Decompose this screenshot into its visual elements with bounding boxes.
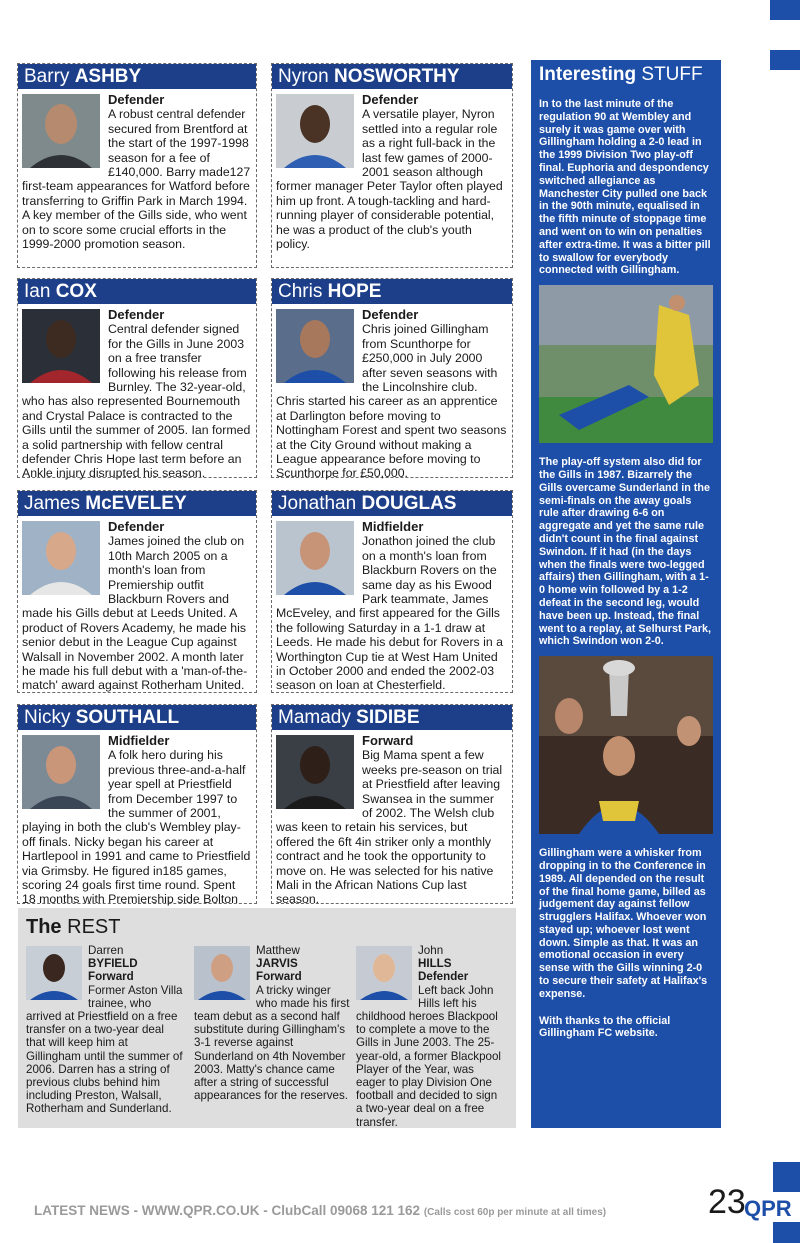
first-name: Nyron (278, 66, 329, 87)
card-header (272, 705, 512, 730)
profile-card (17, 63, 257, 268)
surname: SIDIBE (356, 707, 420, 728)
player-photo (276, 309, 354, 383)
footer-text: LATEST NEWS - WWW.QPR.CO.UK - ClubCall 09068 121 162 (34, 1203, 421, 1218)
bio: Left back John Hills left his childhood heroes Blackpool to complete a move to the Gills in June 2003. The 25-year-old, a former Blackpool Player of the Year, was eager to play Division One football and decided to sign a two-year deal on a free transfer. (356, 983, 501, 1129)
surname: HOPE (327, 281, 382, 302)
bio: James joined the club on 10th March 2005 on a month's loan from Premiership outfit Blackburn Rovers and made his Gills debut at Leeds United. A product of Rovers Academy, he made his senior debut in the League Cup against Walsall in November 2002. A month later he made his full debut with a 'man-of-the-match' award against Rotherham United. (22, 534, 248, 693)
surname: SOUTHALL (75, 707, 180, 728)
first-name: Ian (24, 281, 51, 302)
position: Defender (362, 307, 419, 322)
brand-logo: QPR (744, 1196, 792, 1221)
bio: A folk hero during his previous three-and-a-half year spell at Priestfield from December 1997 to the summer of 2001, playing in both the club's Wembley play-off finals. Nicky began his career at Hartlepool in 1991 and came to Priestfield via Grimsby. He figured in185 games, scoring 24 goals first time round. Spent 18 months with Premiership side Bolton (22, 748, 251, 907)
edge-bar-top (770, 0, 800, 20)
fact-paragraph: Gillingham were a whisker from dropping in to the Conference in 1989. All depended on the result of the final home game, billed as judgement day against fellow strugglers Halifax. Whoever won stayed up; whoever lost went down. Simple as that. It was an emotional occasion in every sense with the Gills winning 2-0 to secure their safety at Halifax's expense. (539, 847, 708, 1000)
footer-bar (34, 1203, 606, 1218)
bio: Big Mama spent a few weeks pre-season on trial at Priestfield after leaving Swansea in the summer of 2002. The Welsh club was keen to retain his services, but offered the 6ft 4in striker only a monthly contract and he took the opportunity to move on. He was selected for his native Mali in the African Nations Cup last season. (276, 748, 503, 907)
card-body (272, 516, 512, 693)
section-title-bold: The (26, 916, 62, 938)
profile-card (271, 704, 513, 907)
first-name: Jonathan (278, 493, 357, 514)
panel-title-rest: STUFF (641, 64, 703, 85)
surname: JARVIS (256, 957, 298, 971)
profile-card (271, 490, 513, 693)
player-photo (356, 946, 412, 1000)
surname: HILLS (418, 957, 452, 971)
bio: A versatile player, Nyron settled into a regular role as a right full-back in the last few games of 2000-2001 season although former manager Peter Taylor often played him up front. A tough-tackling and hard-running player of considerable potential, he was a product of the club's youth policy. (276, 107, 503, 252)
section-title (26, 916, 120, 939)
match-photo (539, 285, 713, 443)
player-photo (276, 735, 354, 809)
card-header (272, 491, 512, 516)
card-body (18, 516, 256, 693)
surname: ASHBY (74, 66, 142, 87)
surname: McEVELEY (85, 493, 187, 514)
player-photo (276, 521, 354, 595)
panel-title (539, 60, 713, 88)
surname: BYFIELD (88, 957, 138, 971)
first-name: Barry (24, 66, 70, 87)
card-body (272, 89, 512, 251)
position: Forward (362, 733, 414, 748)
first-name: Matthew (256, 944, 300, 957)
surname: COX (55, 281, 97, 302)
card-body (272, 304, 512, 481)
player-photo (22, 94, 100, 168)
interesting-stuff-panel (531, 60, 721, 1128)
first-name: Darren (88, 944, 124, 957)
section-title-rest: REST (67, 916, 121, 938)
celebration-photo (539, 656, 713, 834)
card-header (272, 64, 512, 89)
profile-card (271, 278, 513, 481)
rest-player (356, 944, 506, 1129)
the-rest-section (18, 908, 516, 1128)
position: Midfielder (108, 733, 170, 748)
profile-card (271, 63, 513, 268)
player-photo (22, 735, 100, 809)
fact-paragraph: The play-off system also did for the Gills in 1987. Bizarrely the Gills overcame Sunderland in the semi-finals on the away goals rule after drawing 6-6 on aggregate and yet the same rule didn't count in the final against Swindon. If it had (in the days when the finals were two-legged affairs) then Gillingham, with a 1-0 home win followed by a 1-2 defeat in the second leg, would have been up. Instead, the final went to a replay, at Selhurst Park, which Swindon won 2-0. (539, 456, 712, 648)
first-name: Chris (278, 281, 323, 302)
position: Forward (256, 970, 302, 984)
first-name: John (418, 944, 444, 957)
card-body (272, 730, 512, 907)
card-body (18, 89, 256, 251)
bio: Chris joined Gillingham from Scunthorpe for £250,000 in July 2000 after seven seasons with the Lincolnshire club. Chris started his career as an apprentice at Darlington before moving to Nottingham Forest and spent two seasons at the City Ground without making a League appearance before moving to Scunthorpe for £50,000. (276, 322, 507, 481)
player-photo (22, 521, 100, 595)
surname: NOSWORTHY (333, 66, 460, 87)
fact-paragraph: In to the last minute of the regulation 90 at Wembley and surely it was game over with Gillingham holding a 2-0 lead in the 1999 Division Two play-off final. Euphoria and despondency switched allegiance as Manchester City pulled one back in the 90th minute, equalised in the fifth minute of stoppage time and went on to win on penalties after extra-time. It was a bitter pill to swallow for everybody connected with Gillingham. (539, 98, 711, 277)
edge-bar-mid (770, 50, 800, 70)
bio: Central defender signed for the Gills in June 2003 on a free transfer following his release from Burnley. The 32-year-old, who has also represented Bournemouth and Crystal Palace is contracted to the Gills until the summer of 2005. Ian formed a solid partnership with fellow central defender Chris Hope last term before an Ankle injury disrupted his season. (22, 322, 251, 481)
edge-bar-low1 (773, 1162, 800, 1192)
bio: A robust central defender secured from Brentford at the start of the 1997-1998 season for a fee of £140,000. Barry made127 first-team appearances for Watford before transferring to Griffin Park in March 1994. A key member of the Gills side, who went on to score some crucial efforts in the 1999-2000 promotion season. (22, 107, 251, 252)
surname: DOUGLAS (361, 493, 457, 514)
first-name: Nicky (24, 707, 71, 728)
card-header (272, 279, 512, 304)
first-name: James (24, 493, 80, 514)
footer-small-print: (Calls cost 60p per minute at all times) (423, 1207, 607, 1218)
position: Forward (88, 970, 134, 984)
position: Defender (362, 92, 419, 107)
position: Defender (108, 307, 165, 322)
rest-player (194, 944, 350, 1102)
profile-card (17, 490, 257, 693)
page-number: 23 (708, 1183, 746, 1221)
profile-card (17, 704, 257, 907)
bio: Former Aston Villa trainee, who arrived at Priestfield on a free transfer on a two-year deal that will keep him at Gillingham until the summer of 2006. Darren has a string of previous clubs behind him including Preston, Walsall, Rotherham and Sunderland. (26, 983, 183, 1116)
card-header (18, 491, 256, 516)
edge-bar-low2 (773, 1222, 800, 1243)
player-photo (276, 94, 354, 168)
card-header (18, 64, 256, 89)
player-photo (194, 946, 250, 1000)
panel-title-bold: Interesting (539, 64, 637, 85)
card-header (18, 279, 256, 304)
position: Defender (108, 519, 165, 534)
card-header (18, 705, 256, 730)
position: Defender (108, 92, 165, 107)
card-body (18, 730, 256, 921)
bio: Jonathon joined the club on a month's loan from Blackburn Rovers on the same day as his Ewood Park teammate, James McEveley, and first appeared for the Gills the following Saturday in a 1-1 draw at Leeds. He made his debut for Rovers in a Worthington Cup tie at West Ham United in October 2000 and ended the 2002-03 season on loan at Chesterfield. (276, 534, 503, 693)
position: Defender (418, 970, 469, 984)
first-name: Mamady (278, 707, 351, 728)
thanks-note: With thanks to the official Gillingham FC website. (539, 1014, 671, 1040)
player-photo (22, 309, 100, 383)
bio: A tricky winger who made his first team debut as a second half substitute during Gillingham's 3-1 reverse against Sunderland on 4th November 2003. Matty's chance came after a string of successful appearances for the reserves. (194, 983, 350, 1103)
position: Midfielder (362, 519, 424, 534)
player-photo (26, 946, 82, 1000)
profile-card (17, 278, 257, 481)
card-body (18, 304, 256, 481)
rest-player (26, 944, 184, 1116)
